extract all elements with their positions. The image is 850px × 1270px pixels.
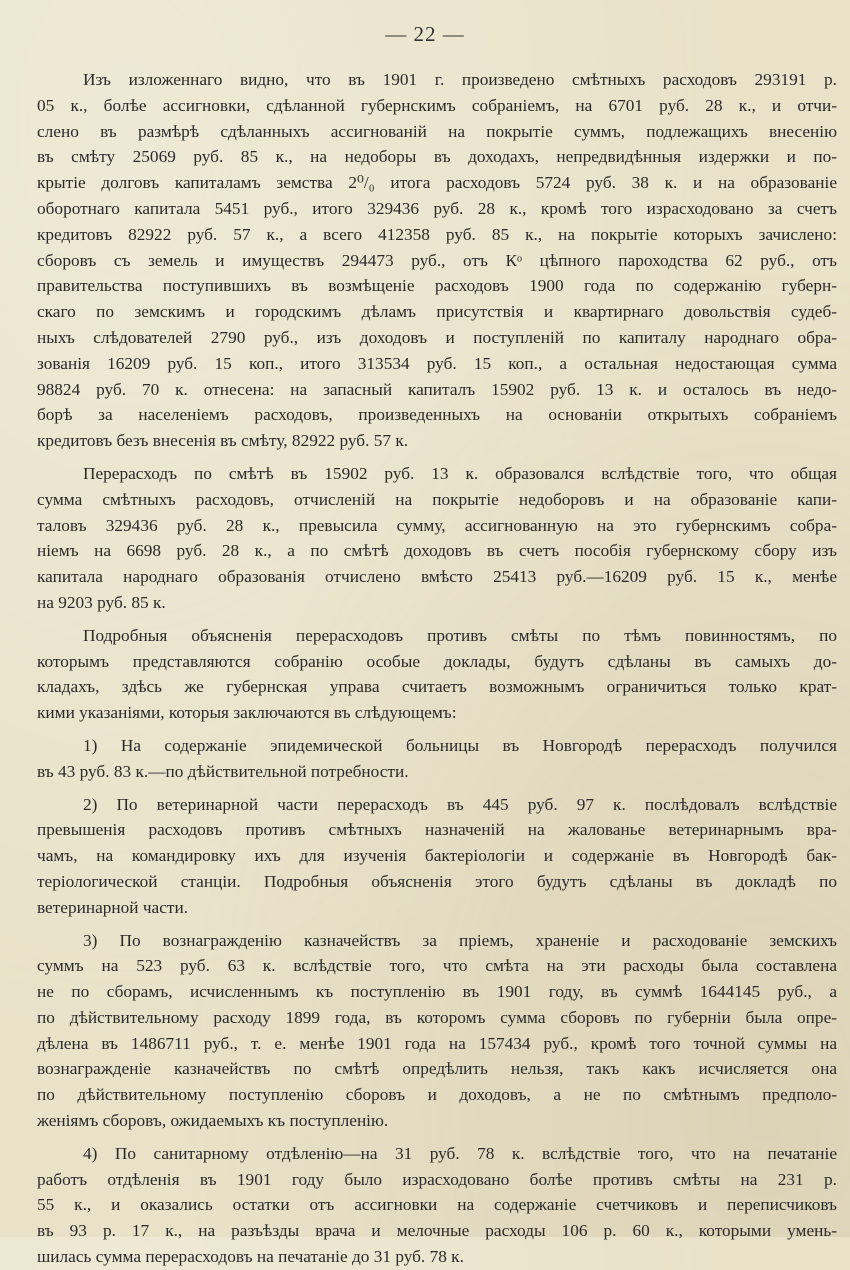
text-line: кредитовъ 82922 руб. 57 к., а всего 412358 руб. 85 к., на покрытіе которыхъ зачислено: bbox=[37, 224, 837, 244]
paragraph bbox=[37, 792, 837, 921]
text-line: слено въ размѣрѣ сдѣланныхъ ассигнованій на покрытіе суммъ, подлежащихъ внесенію bbox=[37, 121, 837, 141]
text-line: капитала народнаго образованія отчислено вмѣсто 25413 руб.—16209 руб. 15 к., менѣе bbox=[37, 567, 837, 587]
text-line: Изъ изложеннаго видно, что въ 1901 г. произведено смѣтныхъ расходовъ 293191 р. bbox=[83, 70, 837, 89]
text-line: скаго по земскимъ и городскимъ дѣламъ присутствія и квартирнаго довольствія судеб- bbox=[37, 302, 837, 322]
text-line: въ смѣту 25069 руб. 85 к., на недоборы въ доходахъ, непредвидѣнныя издержки и по- bbox=[37, 147, 837, 167]
text-line: не по сборамъ, исчисленнымъ къ поступленію въ 1901 году, въ суммѣ 1644145 руб., а bbox=[37, 982, 837, 1002]
text-line: на 9203 руб. 85 к. bbox=[37, 592, 166, 612]
text-line: 05 к., болѣе ассигновки, сдѣланной губернскимъ собраніемъ, на 6701 руб. 28 к., и отчи- bbox=[37, 95, 837, 115]
text-line: 3) По вознагражденію казначействъ за пріемъ, храненіе и расходованіе земскихъ bbox=[83, 930, 837, 950]
paragraph bbox=[37, 67, 837, 454]
paragraph bbox=[37, 461, 837, 616]
text-line: 55 к., и оказались остатки отъ ассигновки на содержаніе счетчиковъ и переписчиковъ bbox=[37, 1195, 837, 1215]
paragraph bbox=[37, 733, 837, 785]
text-line: которымъ представляются собранію особые доклады, будутъ сдѣланы въ самыхъ до- bbox=[37, 651, 837, 671]
text-line: 4) По санитарному отдѣленію—на 31 руб. 78 к. вслѣдствіе того, что на печатаніе bbox=[83, 1143, 837, 1163]
text-line: дѣлена въ 1486711 руб., т. е. менѣе 1901 года на 157434 руб., кромѣ того точной суммы на bbox=[37, 1033, 837, 1053]
text-line: чамъ, на командировку ихъ для изученія бактеріологіи и содержаніе въ Новгородѣ бак- bbox=[37, 846, 837, 866]
text-line: борѣ за населеніемъ расходовъ, произведенныхъ на основаніи открытыхъ собраніемъ bbox=[37, 405, 837, 425]
text-line: правительства поступившихъ въ возмѣщеніе расходовъ 1900 года по содержанію губерн- bbox=[37, 276, 837, 296]
text-line: крытіе долговъ капиталамъ земства 2⁰/₀ итога расходовъ 5724 руб. 38 к. и на образованіе bbox=[37, 173, 837, 193]
text-line: по дѣйствительному расходу 1899 года, въ которомъ сумма сборовъ по губерніи была опре- bbox=[37, 1007, 837, 1027]
text-line: превышенія расходовъ противъ смѣтныхъ назначеній на жалованье ветеринарнымъ вра- bbox=[37, 820, 837, 840]
text-line: таловъ 329436 руб. 28 к., превысила сумму, ассигнованную на это губернскимъ собра- bbox=[37, 515, 837, 535]
text-line: 98824 руб. 70 к. отнесена: на запасный капиталъ 15902 руб. 13 к. и осталось въ недо- bbox=[37, 379, 837, 399]
text-line: суммъ на 523 руб. 63 к. вслѣдствіе того, что смѣта на эти расходы была составлена bbox=[37, 956, 837, 976]
page-number: — 22 — bbox=[385, 22, 465, 46]
text-line: сборовъ съ земель и имуществъ 294473 руб., отъ Кᵒ цѣпного пароходства 62 руб., отъ bbox=[37, 250, 837, 270]
text-line: въ 43 руб. 83 к.—по дѣйствительной потребности. bbox=[37, 761, 409, 781]
text-line: оборотнаго капитала 5451 руб., итого 329436 руб. 28 к., кромѣ того израсходовано за счетъ bbox=[37, 198, 837, 218]
text-line: кредитовъ безъ внесенія въ смѣту, 82922 руб. 57 к. bbox=[37, 431, 409, 451]
text-line: кладахъ, здѣсь же губернская управа считаетъ возможнымъ ограничиться только крат- bbox=[37, 677, 837, 697]
text-line: ніемъ на 6698 руб. 28 к., а по смѣтѣ доходовъ въ счетъ пособія губернскому сбору изъ bbox=[37, 541, 837, 561]
text-line: Подробныя объясненія перерасходовъ противъ смѣты по тѣмъ повинностямъ, по bbox=[83, 625, 837, 645]
text-line: теріологической станціи. Подробныя объясненія этого будутъ сдѣланы въ докладѣ по bbox=[37, 871, 837, 891]
paragraph bbox=[37, 928, 837, 1134]
text-line: шилась сумма перерасходовъ на печатаніе до 31 руб. 78 к. bbox=[37, 1247, 464, 1267]
text-line: сумма смѣтныхъ расходовъ, отчисленій на покрытіе недоборовъ и на образованіе капи- bbox=[37, 489, 837, 509]
text-line: по дѣйствительному поступленію сборовъ и доходовъ, а не по смѣтнымъ предполо- bbox=[37, 1085, 837, 1105]
paragraph bbox=[37, 1141, 837, 1270]
text-line: ныхъ слѣдователей 2790 руб., изъ доходовъ и поступленій по капиталу народнаго обра- bbox=[37, 327, 837, 347]
text-line: 2) По ветеринарной части перерасходъ въ 445 руб. 97 к. послѣдовалъ вслѣдствіе bbox=[83, 794, 837, 814]
text-line: въ 93 р. 17 к., на разъѣзды врача и мелочные расходы 106 р. 60 к., которыми умень- bbox=[37, 1221, 837, 1241]
text-line: 1) На содержаніе эпидемической больницы въ Новгородѣ перерасходъ получился bbox=[83, 735, 837, 755]
text-line: Перерасходъ по смѣтѣ въ 15902 руб. 13 к. образовался вслѣдствіе того, что общая bbox=[83, 463, 837, 483]
text-line: женіямъ сборовъ, ожидаемыхъ къ поступленію. bbox=[37, 1111, 389, 1131]
paragraph bbox=[37, 623, 837, 726]
text-line: кими указаніями, которыя заключаются въ слѣдующемъ: bbox=[37, 703, 457, 723]
text-line: ветеринарной части. bbox=[37, 897, 189, 917]
text-line: работъ отдѣленія въ 1901 году было израсходовано болѣе противъ смѣты на 231 р. bbox=[37, 1169, 837, 1189]
document-body bbox=[37, 67, 837, 1270]
text-line: зованія 16209 руб. 15 коп., итого 313534 руб. 15 коп., а остальная недостающая сумма bbox=[37, 353, 837, 373]
text-line: вознагражденіе казначействъ по смѣтѣ опредѣлить нельзя, такъ какъ исчисляется она bbox=[37, 1059, 837, 1079]
